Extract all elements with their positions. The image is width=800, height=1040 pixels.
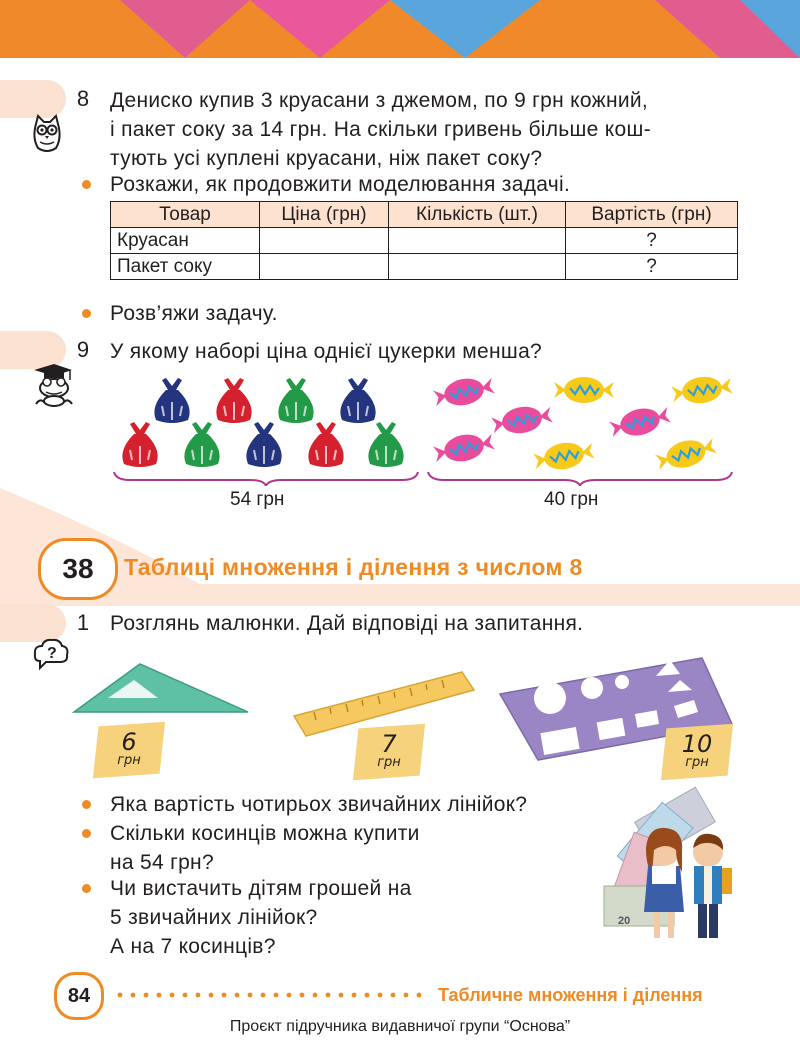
banknote-value: 20 [618, 915, 631, 927]
task-9-number: 9 [66, 333, 100, 367]
question-3-line-3: А на 7 косинців? [110, 935, 276, 958]
table-cell: Круасан [111, 228, 260, 254]
table-row [111, 228, 738, 254]
table-cell: ? [566, 254, 738, 280]
table-cell [389, 228, 566, 254]
set-square-image [72, 660, 252, 716]
bullet-icon [82, 829, 91, 838]
lesson-title: Таблиці множення і ділення з числом 8 [124, 554, 583, 580]
children-with-money-image [600, 782, 750, 958]
footer-section-title: Табличне множення і ділення [438, 985, 703, 1005]
task-8-bullet-1: Розкажи, як продовжити моделювання задачі. [110, 173, 571, 196]
price-tag-unit: грн [117, 753, 141, 768]
publisher-note: Проєкт підручника видавничої групи “Основа” [229, 1018, 571, 1035]
task-8-text [110, 86, 760, 173]
candy-set-1-image [110, 370, 422, 486]
model-table [110, 201, 738, 280]
task-1-text: Розглянь малюнки. Дай відповіді на запитання. [110, 612, 584, 635]
task-9-text: У якому наборі ціна однієї цукерки менша? [110, 340, 543, 363]
price-tag-value: 10 [681, 730, 713, 758]
bullet-icon [82, 800, 91, 809]
table-cell: Пакет соку [111, 254, 260, 280]
price-tag-text [664, 732, 730, 769]
table-header-row [111, 202, 738, 228]
price-tag-unit: грн [377, 755, 401, 770]
top-decorative-band [0, 0, 800, 58]
task-8-line-1: Дениско купив 3 круасани з джемом, по 9 грн кожний, [110, 89, 649, 112]
question-3-line-2: 5 звичайних лінійок? [110, 906, 318, 929]
price-tag-value: 6 [121, 728, 137, 756]
candy-set-2-image [424, 370, 736, 486]
table-header: Вартість (грн) [566, 202, 738, 228]
table-header: Кількість (шт.) [389, 202, 566, 228]
lesson-number: 38 [38, 538, 118, 600]
frog-scholar-icon [24, 362, 74, 408]
bullet-icon [82, 884, 91, 893]
task-1-number: 1 [66, 606, 100, 640]
task-8-bullet-2: Розв’яжи задачу. [110, 302, 278, 325]
task-8-line-3: тують усі куплені круасани, ніж пакет соку? [110, 147, 543, 170]
table-header: Товар [111, 202, 260, 228]
table-cell [389, 254, 566, 280]
footer-dots [114, 990, 430, 1000]
bullet-icon [82, 180, 91, 189]
table-row [111, 254, 738, 280]
question-1: Яка вартість чотирьох звичайних лінійок? [110, 793, 528, 816]
task-8-line-2: і пакет соку за 14 грн. На скільки гривень більше кош- [110, 118, 651, 141]
bullet-icon [82, 309, 91, 318]
price-tag-text [356, 732, 422, 769]
table-cell [260, 228, 389, 254]
owl-icon [30, 112, 64, 156]
task-8-number: 8 [66, 82, 100, 116]
price-tag-unit: грн [685, 755, 709, 770]
table-cell [260, 254, 389, 280]
page-number: 84 [54, 972, 104, 1020]
svg-text:?: ? [47, 645, 57, 662]
set-2-price: 40 грн [544, 489, 599, 510]
question-3-line-1: Чи вистачить дітям грошей на [110, 877, 412, 900]
table-header: Ціна (грн) [260, 202, 389, 228]
set-1-price: 54 грн [230, 489, 285, 510]
table-cell: ? [566, 228, 738, 254]
price-tag-text [96, 730, 162, 767]
question-2-line-2: на 54 грн? [110, 851, 214, 874]
question-2-line-1: Скільки косинців можна купити [110, 822, 420, 845]
price-tag-value: 7 [381, 730, 397, 758]
question-2 [110, 819, 420, 877]
question-3 [110, 874, 412, 961]
question-cloud-icon [32, 637, 70, 671]
